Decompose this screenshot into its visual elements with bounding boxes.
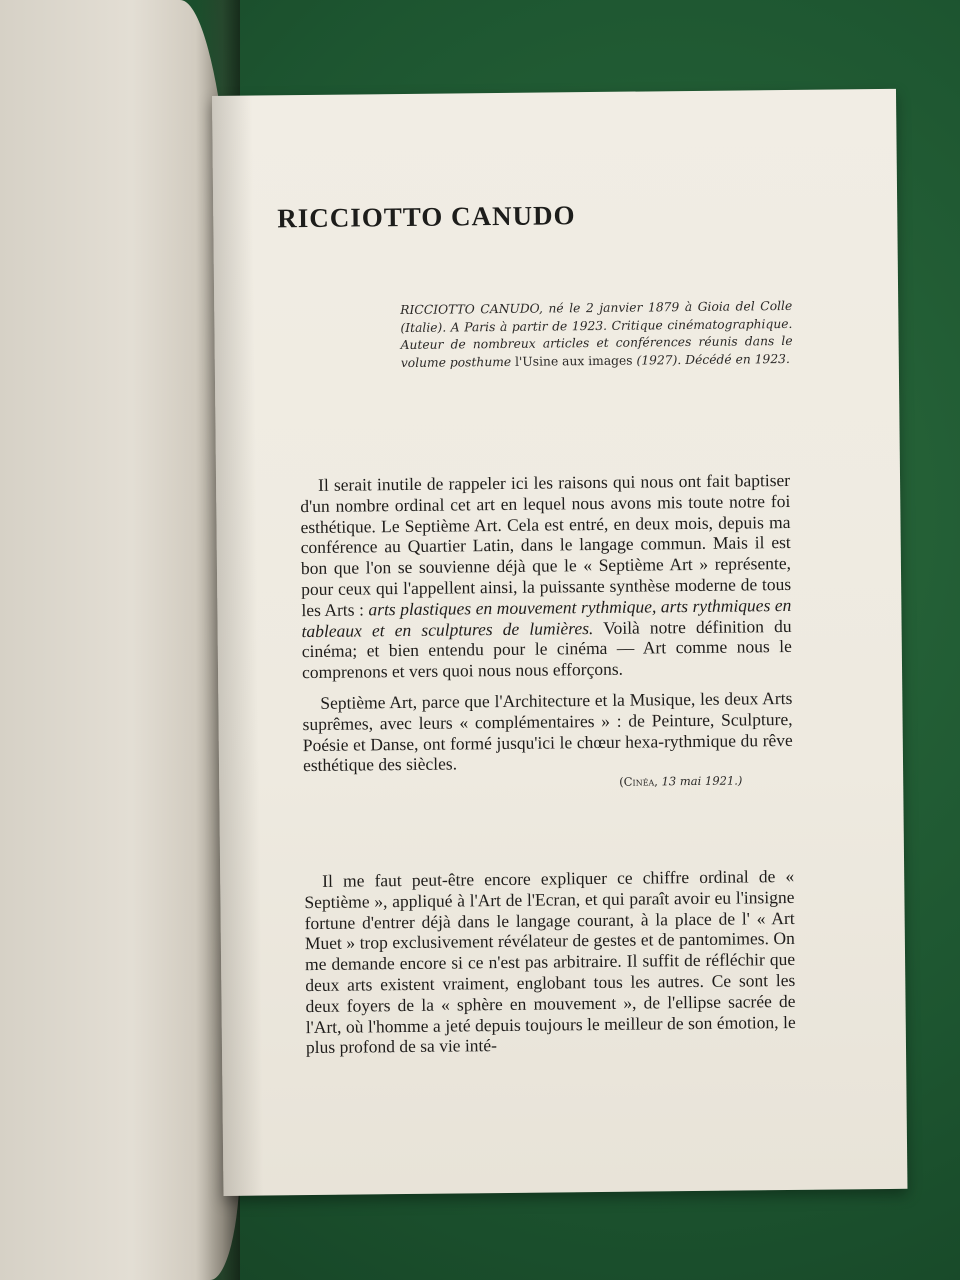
citation-name: (Cinéa, xyxy=(619,774,658,789)
page-title: RICCIOTTO CANUDO xyxy=(277,200,576,234)
paragraph-2 xyxy=(302,688,793,776)
paragraph-1 xyxy=(300,470,792,683)
right-page xyxy=(212,89,907,1196)
bio-end: (1927). Décédé en 1923. xyxy=(632,351,790,368)
paragraph-1-italic: arts plastiques en mouvement rythmique, arts rythmiques en tableaux et en sculptures de lumières. xyxy=(301,594,792,641)
paragraph-3-text: Il me faut peut-être encore expliquer ce chiffre ordinal de « Septième », appliqué à l'Art de l'Ecran, et qui paraît avoir eu l'insigne fortune d'entrer déjà dans le langage courant, à la place de l' « Art Muet » trop exclusivement révélateur de gestes et de pantomimes. On me demande encore si ce n'est pas arbitraire. Il suffit de réfléchir que deux arts existent vraiment, englobant tous les autres. Ce sont les deux foyers de la « sphère en mouvement », de l'ellipse sacrée de l'Art, où l'homme a jeté depuis toujours le meilleur de son émotion, le plus profond de sa vie inté- xyxy=(304,865,796,1058)
citation-date: 13 mai 1921.) xyxy=(661,773,743,789)
author-bio xyxy=(400,298,793,372)
paragraph-3 xyxy=(304,866,796,1058)
paragraph-1-end: Voilà notre définition du cinéma; et bien entendu pour le cinéma — Art comme nous le comprenons et vers quoi nous nous efforçons. xyxy=(301,615,792,683)
paragraph-2-text: Septième Art, parce que l'Architecture et la Musique, les deux Arts suprêmes, avec leurs « complémentaires » : de Peinture, Sculpture, Poésie et Danse, ont formé jusqu'ici le chœur hexa-rythmique du rêve esthétique des siècles. xyxy=(302,687,793,776)
paragraph-1-start: Il serait inutile de rappeler ici les raisons qui nous ont fait baptiser d'un nombre ordinal cet art en lequel nous avons mis toute notre foi esthétique. Le Septième Art. Cela est entré, en deux mois, depuis ma conférence au Quartier Latin, dans le langage commun. Mais il est bon que l'on se souvienne déjà que le « Septième Art » représente, pour ceux qui l'appellent ainsi, la puissante synthèse moderne de tous les Arts : xyxy=(300,469,792,620)
bio-text: , né le 2 janvier 1879 à Gioia del Colle (Italie). A Paris à partir de 1923. Critique cinématographique. Auteur de nombreux articles et conférences réunis dans le volume posthume xyxy=(400,298,793,370)
bio-book: l'Usine aux images xyxy=(514,353,633,369)
citation-source xyxy=(619,773,742,788)
bio-name: RICCIOTTO CANUDO xyxy=(400,301,540,318)
